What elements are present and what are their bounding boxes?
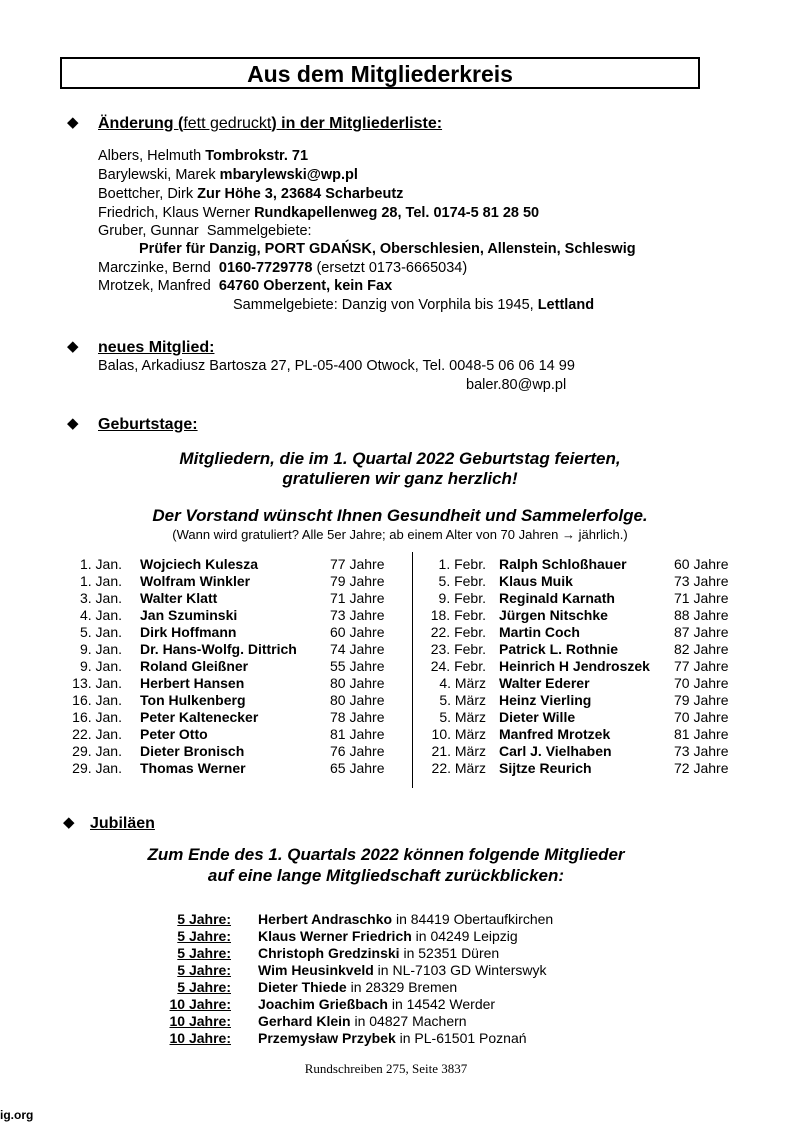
change-rest: (ersetzt 0173-6665034) xyxy=(316,260,468,276)
birthday-name: Wojciech Kulesza xyxy=(140,556,259,572)
jubilee-place: in PL-61501 Poznań xyxy=(395,1030,527,1046)
changed-value: Zur Höhe 3, 23684 Scharbeutz xyxy=(197,186,404,202)
jubilee-name: Dieter Thiede xyxy=(258,979,347,995)
jubilee-years: 5 Jahre: xyxy=(177,979,231,995)
jubilee-member xyxy=(258,962,547,978)
jubilee-place: in 14542 Werder xyxy=(387,996,496,1012)
jubilee-years: 10 Jahre: xyxy=(169,1030,231,1046)
birthday-name: Roland Gleißner xyxy=(140,658,249,674)
member-name: Marczinke, Bernd xyxy=(98,260,211,276)
birthday-date: 4. Jan. xyxy=(79,607,122,623)
birthday-name: Herbert Hansen xyxy=(140,675,245,691)
jubilee-member xyxy=(258,1013,467,1029)
jubilee-member xyxy=(258,1030,527,1046)
member-name: Gruber, Gunnar xyxy=(98,223,199,239)
changed-value: 0160-7729778 xyxy=(218,260,313,276)
jubilee-member xyxy=(258,911,553,927)
birthday-age: 71 Jahre xyxy=(330,590,385,606)
changes-heading-part2: fett gedruckt xyxy=(183,115,272,132)
birthday-date: 22. Febr. xyxy=(430,624,486,640)
birthday-age: 79 Jahre xyxy=(330,573,385,589)
bullet-diamond-icon: ◆ xyxy=(63,814,75,831)
change-rest: Sammelgebiete: xyxy=(206,223,312,239)
birthday-age: 73 Jahre xyxy=(674,743,729,759)
birthday-date: 13. Jan. xyxy=(72,675,122,691)
birthday-age: 82 Jahre xyxy=(674,641,729,657)
birthday-date: 3. Jan. xyxy=(79,590,122,606)
birthday-age: 79 Jahre xyxy=(674,692,729,708)
jubilees-intro-2: auf eine lange Mitgliedschaft zurückblicken: xyxy=(207,866,565,885)
birthday-age: 81 Jahre xyxy=(330,726,385,742)
birthday-age: 65 Jahre xyxy=(330,760,385,776)
birthday-date: 1. Febr. xyxy=(438,556,486,572)
jubilee-name: Wim Heusinkveld xyxy=(258,962,374,978)
birthday-date: 5. Jan. xyxy=(79,624,122,640)
board-wish: Der Vorstand wünscht Ihnen Gesundheit und Sammelerfolge. xyxy=(152,506,648,525)
birthday-date: 21. März xyxy=(431,743,486,759)
birthday-age: 78 Jahre xyxy=(330,709,385,725)
birthday-date: 16. Jan. xyxy=(72,709,122,725)
birthday-name: Dirk Hoffmann xyxy=(140,624,237,640)
birthday-date: 23. Febr. xyxy=(430,641,486,657)
birthday-age: 76 Jahre xyxy=(330,743,385,759)
new-member-heading: neues Mitglied: xyxy=(98,339,215,356)
birthday-name: Patrick L. Rothnie xyxy=(499,641,619,657)
birthday-name: Jan Szuminski xyxy=(140,607,238,623)
jubilees-intro-1: Zum Ende des 1. Quartals 2022 können folgende Mitglieder xyxy=(147,845,625,864)
member-name: Friedrich, Klaus Werner xyxy=(98,205,251,221)
changed-value: mbarylewski@wp.pl xyxy=(219,167,358,183)
jubilee-name: Przemysław Przybek xyxy=(258,1030,396,1046)
birthday-age: 60 Jahre xyxy=(330,624,385,640)
jubilee-years: 10 Jahre: xyxy=(169,996,231,1012)
birthday-date: 4. März xyxy=(439,675,486,691)
jubilee-name: Herbert Andraschko xyxy=(258,911,393,927)
birthday-age: 60 Jahre xyxy=(674,556,729,572)
birthday-age: 80 Jahre xyxy=(330,675,385,691)
jubilee-place: in 04249 Leipzig xyxy=(411,928,518,944)
changes-heading-part3: ) in der Mitgliederliste: xyxy=(271,115,443,132)
jubilee-member xyxy=(258,945,499,961)
jubilee-place: in 28329 Bremen xyxy=(346,979,458,995)
birthday-name: Ton Hulkenberg xyxy=(140,692,246,708)
birthday-note: (Wann wird gratuliert? Alle 5er Jahre; ab einem Alter von 70 Jahren → jährlich.) xyxy=(172,527,628,542)
birthday-name: Walter Ederer xyxy=(499,675,590,691)
birthday-name: Klaus Muik xyxy=(499,573,573,589)
birthday-date: 5. Febr. xyxy=(438,573,486,589)
birthday-age: 80 Jahre xyxy=(330,692,385,708)
jubilee-member xyxy=(258,928,518,944)
birthday-name: Reginald Karnath xyxy=(499,590,615,606)
member-name: Barylewski, Marek xyxy=(98,167,216,183)
jubilee-name: Gerhard Klein xyxy=(258,1013,351,1029)
birthday-age: 74 Jahre xyxy=(330,641,385,657)
member-name: Boettcher, Dirk xyxy=(98,186,194,202)
jubilee-name: Klaus Werner Friedrich xyxy=(258,928,412,944)
birthday-name: Heinrich H Jendroszek xyxy=(499,658,650,674)
jubilee-member xyxy=(258,979,457,995)
birthday-date: 18. Febr. xyxy=(430,607,486,623)
birthday-age: 73 Jahre xyxy=(674,573,729,589)
birthday-date: 22. März xyxy=(431,760,486,776)
new-member-line: Balas, Arkadiusz Bartosza 27, PL-05-400 Otwock, Tel. 0048-5 06 06 14 99 xyxy=(98,358,575,374)
jubilee-years: 5 Jahre: xyxy=(177,945,231,961)
birthday-name: Peter Kaltenecker xyxy=(140,709,259,725)
birthday-date: 9. Jan. xyxy=(79,658,122,674)
birthday-date: 5. März xyxy=(439,709,486,725)
birthday-name: Manfred Mrotzek xyxy=(499,726,611,742)
new-member-email: baler.80@wp.pl xyxy=(466,377,567,393)
bullet-diamond-icon: ◆ xyxy=(67,114,79,131)
bullet-diamond-icon: ◆ xyxy=(67,415,79,432)
birthday-age: 87 Jahre xyxy=(674,624,729,640)
birthday-name: Carl J. Vielhaben xyxy=(499,743,612,759)
jubilee-years: 5 Jahre: xyxy=(177,928,231,944)
birthday-date: 5. März xyxy=(439,692,486,708)
birthday-name: Dieter Bronisch xyxy=(140,743,245,759)
birthday-date: 29. Jan. xyxy=(72,743,122,759)
birthday-age: 77 Jahre xyxy=(674,658,729,674)
birthday-date: 1. Jan. xyxy=(79,573,122,589)
gruber-detail: Prüfer für Danzig, PORT GDAŃSK, Oberschlesien, Allenstein, Schleswig xyxy=(139,241,636,257)
birthdays-heading: Geburtstage: xyxy=(98,416,198,433)
page-footer: Rundschreiben 275, Seite 3837 xyxy=(304,1061,468,1076)
changed-value: Rundkapellenweg 28, Tel. 0174-5 81 28 50 xyxy=(254,205,540,221)
birthday-age: 72 Jahre xyxy=(674,760,729,776)
birthday-date: 24. Febr. xyxy=(430,658,486,674)
birthday-name: Martin Coch xyxy=(499,624,580,640)
jubilee-member xyxy=(258,996,495,1012)
jubilee-place: in 04827 Machern xyxy=(350,1013,467,1029)
bullet-diamond-icon: ◆ xyxy=(67,338,79,355)
jubilee-place: in 84419 Obertaufkirchen xyxy=(392,911,554,927)
birthday-age: 55 Jahre xyxy=(330,658,385,674)
birthday-name: Peter Otto xyxy=(140,726,208,742)
birthday-name: Wolfram Winkler xyxy=(140,573,251,589)
birthday-age: 70 Jahre xyxy=(674,675,729,691)
changed-value: Tombrokstr. 71 xyxy=(205,148,309,164)
birthday-age: 88 Jahre xyxy=(674,607,729,623)
page-title: Aus dem Mitgliederkreis xyxy=(60,57,700,89)
mrotzek-extra-bold: Lettland xyxy=(537,297,595,313)
jubilee-place: in NL-7103 GD Winterswyk xyxy=(373,962,547,978)
changed-value: 64760 Oberzent, kein Fax xyxy=(218,278,393,294)
member-name: Mrotzek, Manfred xyxy=(98,278,211,294)
birthday-date: 9. Jan. xyxy=(79,641,122,657)
changes-heading-part1: Änderung ( xyxy=(98,115,184,132)
birthday-age: 70 Jahre xyxy=(674,709,729,725)
birthday-date: 22. Jan. xyxy=(72,726,122,742)
birthday-date: 10. März xyxy=(431,726,486,742)
birthday-name: Walter Klatt xyxy=(140,590,218,606)
jubilee-name: Christoph Gredzinski xyxy=(258,945,400,961)
birthday-greeting-2: gratulieren wir ganz herzlich! xyxy=(282,469,518,488)
jubilee-name: Joachim Grießbach xyxy=(258,996,388,1012)
birthday-date: 1. Jan. xyxy=(79,556,122,572)
birthday-date: 9. Febr. xyxy=(438,590,486,606)
jubilee-place: in 52351 Düren xyxy=(399,945,500,961)
birthday-age: 71 Jahre xyxy=(674,590,729,606)
jubilees-heading: Jubiläen xyxy=(90,815,155,832)
birthday-greeting-1: Mitgliedern, die im 1. Quartal 2022 Geburtstag feierten, xyxy=(179,449,621,468)
jubilee-years: 5 Jahre: xyxy=(177,962,231,978)
birthday-name: Ralph Schloßhauer xyxy=(499,556,627,572)
mrotzek-extra-text: Sammelgebiete: Danzig von Vorphila bis 1945, xyxy=(233,297,534,313)
birthday-name: Dieter Wille xyxy=(499,709,576,725)
jubilee-years: 5 Jahre: xyxy=(177,911,231,927)
birthday-age: 81 Jahre xyxy=(674,726,729,742)
birthday-age: 73 Jahre xyxy=(330,607,385,623)
birthday-date: 29. Jan. xyxy=(72,760,122,776)
member-name: Albers, Helmuth xyxy=(98,148,202,164)
birthday-date: 16. Jan. xyxy=(72,692,122,708)
birthday-name: Jürgen Nitschke xyxy=(499,607,608,623)
birthday-name: Dr. Hans-Wolfg. Dittrich xyxy=(140,641,297,657)
birthday-name: Heinz Vierling xyxy=(499,692,592,708)
birthday-age: 77 Jahre xyxy=(330,556,385,572)
birthday-name: Thomas Werner xyxy=(140,760,246,776)
site-fragment: ig.org xyxy=(0,1108,34,1122)
birthday-name: Sijtze Reurich xyxy=(499,760,592,776)
jubilee-years: 10 Jahre: xyxy=(169,1013,231,1029)
